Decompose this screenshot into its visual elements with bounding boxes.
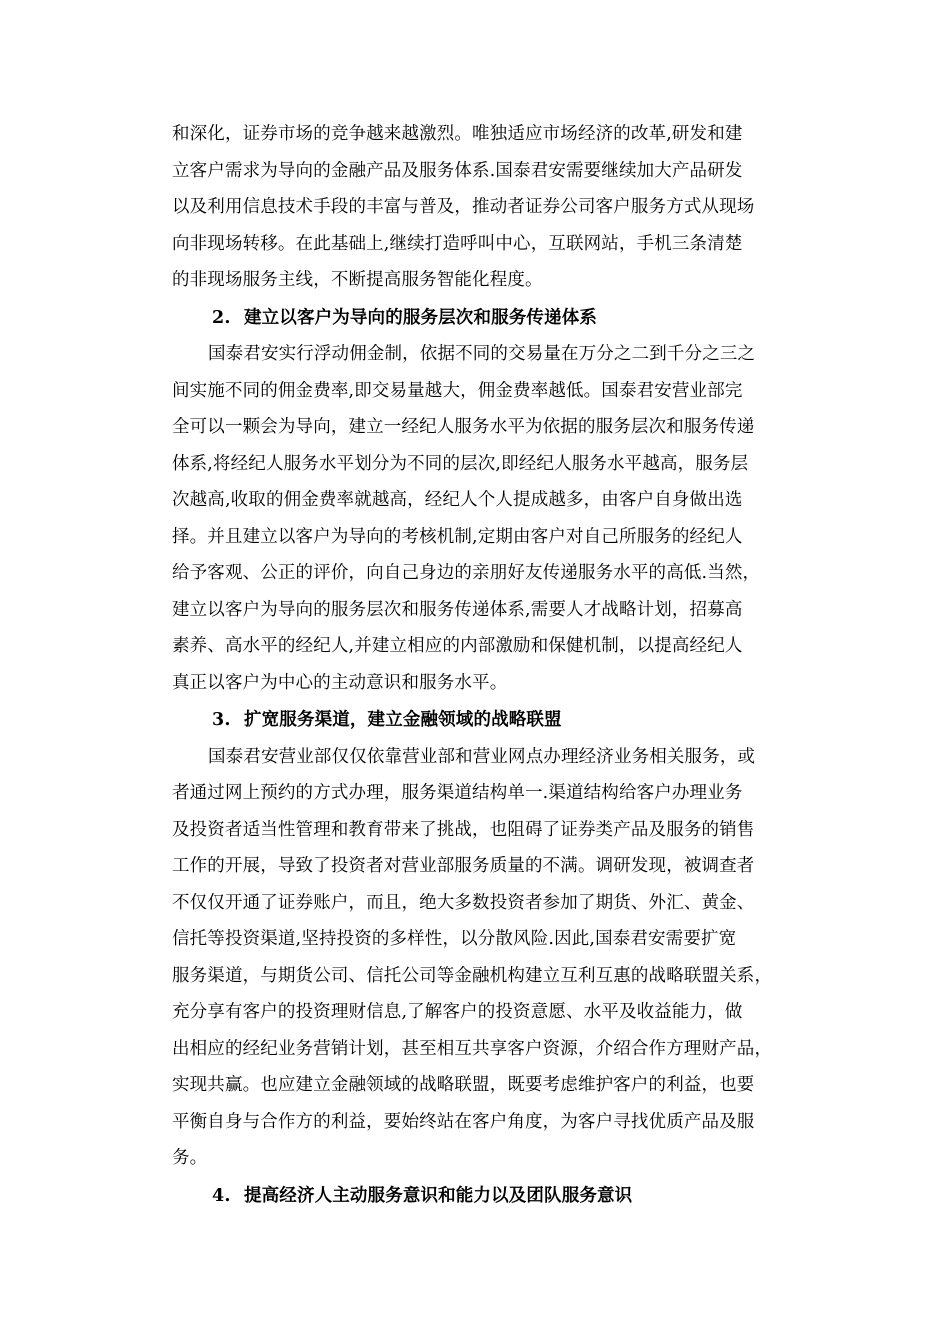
text-line: 择。并且建立以客户为导向的考核机制,定期由客户对自己所服务的经纪人 [172,526,743,547]
text-line: 的非现场服务主线，不断提高服务智能化程度。 [172,270,543,290]
text-line: 次越高,收取的佣金费率就越高，经纪人个人提成越多，由客户自身做出选 [172,490,743,510]
text-line: 务。 [172,1148,208,1168]
text-line: 平衡自身与合作方的利益，要始终站在客户角度，为客户寻找优质产品及服 [172,1111,755,1132]
text-line: 素养、高水平的经纪人,并建立相应的内部激励和保健机制，以提高经纪人 [172,636,743,656]
text-line: 工作的开展，导致了投资者对营业部服务质量的不满。调研发现，被调查者 [172,856,755,876]
text-line: 国泰君安实行浮动佣金制，依据不同的交易量在万分之二到千分之三之 [208,344,756,364]
section-number: 4. [212,1185,231,1206]
section-title: 扩宽服务渠道，建立金融领域的战略联盟 [244,710,562,730]
text-line: 以及利用信息技术手段的丰富与普及，推动者证券公司客户服务方式从现场 [172,197,755,217]
text-line: 充分享有客户的投资理财信息,了解客户的投资意愿、水平及收益能力，做 [172,1002,743,1022]
section-number: 3. [212,710,231,730]
text-line: 向非现场转移。在此基础上,继续打造呼叫中心，互联网站，手机三条清楚 [172,233,743,254]
section-title: 提高经济人主动服务意识和能力以及团队服务意识 [244,1185,633,1206]
paragraph-2 [172,336,820,701]
document-body [172,116,820,1214]
text-line: 全可以一颗会为导向，建立一经纪人服务水平为依据的服务层次和服务传递 [172,417,755,437]
text-line: 给予客观、公正的评价，向自己身边的亲朋好友传递服务水平的高低.当然， [172,563,761,583]
text-line: 建立以客户为导向的服务层次和服务传递体系,需要人才战略计划，招募高 [172,599,743,620]
text-line: 服务渠道，与期货公司、信托公司等金融机构建立互利互惠的战略联盟关系， [172,965,773,986]
text-line: 立客户需求为导向的金融产品及服务体系.国泰君安需要继续加大产品研发 [172,160,743,181]
section-title: 建立以客户为导向的服务层次和服务传递体系 [244,307,597,328]
section-heading-3 [172,702,820,739]
text-line: 体系,将经纪人服务水平划分为不同的层次,即经纪人服务水平越高，服务层 [172,453,749,474]
text-line: 者通过网上预约的方式办理，服务渠道结构单一.渠道结构给客户办理业务 [172,783,743,803]
text-line: 信托等投资渠道,坚持投资的多样性，以分散风险.因此,国泰君安需要扩宽 [172,929,737,949]
text-line: 真正以客户为中心的主动意识和服务水平。 [172,672,508,693]
text-line: 间实施不同的佣金费率,即交易量越大，佣金费率越低。国泰君安营业部完 [172,380,743,401]
text-line: 及投资者适当性管理和教育带来了挑战，也阻碍了证券类产品及服务的销售 [172,819,755,840]
text-line: 出相应的经纪业务营销计划，甚至相互共享客户资源，介绍合作方理财产品， [172,1038,773,1059]
section-number: 2. [212,307,231,328]
text-line: 和深化，证券市场的竞争越来越激烈。唯独适应市场经济的改革,研发和建 [172,124,743,144]
section-heading-2 [172,300,820,337]
section-heading-4 [172,1178,820,1215]
paragraph-3 [172,739,820,1177]
paragraph-1 [172,116,820,299]
text-line: 不仅仅开通了证券账户，而且，绝大多数投资者参加了期货、外汇、黄金、 [172,892,755,913]
text-line: 国泰君安营业部仅仅依靠营业部和营业网点办理经济业务相关服务，或 [208,746,756,767]
text-line: 实现共赢。也应建立金融领域的战略联盟，既要考虑维护客户的利益，也要 [172,1075,755,1095]
